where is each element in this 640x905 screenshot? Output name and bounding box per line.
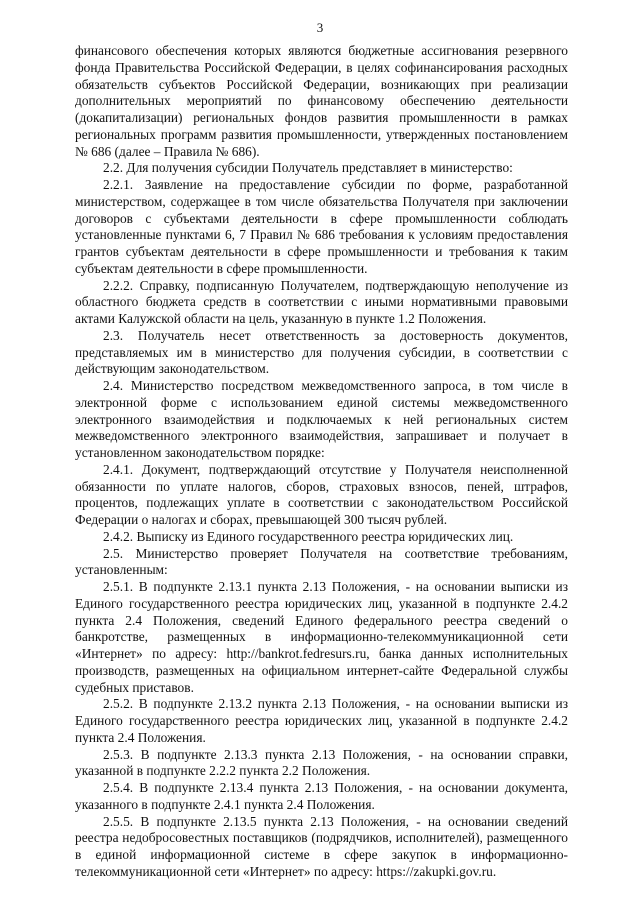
paragraph-2-5: 2.5. Министерство проверяет Получателя на соответствие требованиям, установленным: bbox=[75, 545, 568, 578]
paragraph-2-5-5: 2.5.5. В подпункте 2.13.5 пункта 2.13 Положения, - на основании сведений реестра недобросовестных поставщиков (подрядчиков, исполнителей), размещенного в единой информационной системе в сфере закупок в информационно-телекоммуникационной сети «Интернет» по адресу: https://zakupki.gov.ru. bbox=[75, 813, 568, 879]
paragraph-continuation: финансового обеспечения которых являются бюджетные ассигнования резервного фонда Правительства Российской Федерации, в целях софинансирования расходных обязательств субъектов Российской Федерации, возникающих при реализации дополнительных мероприятий по финансовому обеспечению деятельности (докапитализации) региональных фондов развития промышленности в рамках региональных программ развития промышленности, утвержденных постановлением № 686 (далее – Правила № 686). bbox=[75, 43, 568, 159]
paragraph-2-5-3: 2.5.3. В подпункте 2.13.3 пункта 2.13 Положения, - на основании справки, указанной в подпункте 2.2.2 пункта 2.2 Положения. bbox=[75, 746, 568, 779]
paragraph-2-4-1: 2.4.1. Документ, подтверждающий отсутствие у Получателя неисполненной обязанности по уплате налогов, сборов, страховых взносов, пеней, штрафов, процентов, подлежащих уплате в соответствии с законодательством Российской Федерации о налогах и сборах, превышающей 300 тысяч рублей. bbox=[75, 461, 568, 527]
paragraph-2-4-2: 2.4.2. Выписку из Единого государственного реестра юридических лиц. bbox=[103, 528, 514, 544]
document-body bbox=[75, 43, 568, 881]
paragraph-2-4: 2.4. Министерство посредством межведомственного запроса, в том числе в электронной форме с использованием единой системы межведомственного электронного взаимодействия и подключаемых к ней региональных систем межведомственного электронного взаимодействия, запрашивает и получает в установленном законодательством порядке: bbox=[75, 378, 568, 460]
paragraph-2-5-2: 2.5.2. В подпункте 2.13.2 пункта 2.13 Положения, - на основании выписки из Единого государственного реестра юридических лиц, указанной в подпункте 2.4.2 пункта 2.4 Положения. bbox=[75, 696, 568, 745]
paragraph-2-2-1: 2.2.1. Заявление на предоставление субсидии по форме, разработанной министерством, содержащее в том числе обязательства Получателя при заключении договоров с субъектами деятельности в сфере промышленности соблюдать установленные пунктами 6, 7 Правил № 686 требования к условиям предоставления грантов субъектам деятельности в сфере промышленности и требования к таким субъектам деятельности в сфере промышленности. bbox=[75, 177, 568, 276]
paragraph-2-5-1: 2.5.1. В подпункте 2.13.1 пункта 2.13 Положения, - на основании выписки из Единого государственного реестра юридических лиц, указанной в подпункте 2.4.2 пункта 2.4 Положения, сведений Единого федерального реестра сведений о банкротстве, размещенных в информационно-телекоммуникационной сети «Интернет» по адресу: http://bankrot.fedresurs.ru, банка данных исполнительных производств, размещенных на официальном интернет-сайте Федеральной службы судебных приставов. bbox=[75, 579, 568, 695]
paragraph-2-2: 2.2. Для получения субсидии Получатель представляет в министерство: bbox=[103, 160, 513, 176]
page-number: 3 bbox=[316, 20, 324, 35]
paragraph-2-5-4: 2.5.4. В подпункте 2.13.4 пункта 2.13 Положения, - на основании документа, указанного в подпункте 2.4.1 пункта 2.4 Положения. bbox=[75, 780, 568, 812]
paragraph-2-2-2: 2.2.2. Справку, подписанную Получателем, подтверждающую неполучение из областного бюджета средств в соответствии с иными нормативными правовыми актами Калужской области на цель, указанную в пункте 1.2 Положения. bbox=[75, 277, 568, 326]
paragraph-2-3: 2.3. Получатель несет ответственность за достоверность документов, представляемых им в министерство для получения субсидии, в соответствии с действующим законодательством. bbox=[75, 327, 568, 377]
